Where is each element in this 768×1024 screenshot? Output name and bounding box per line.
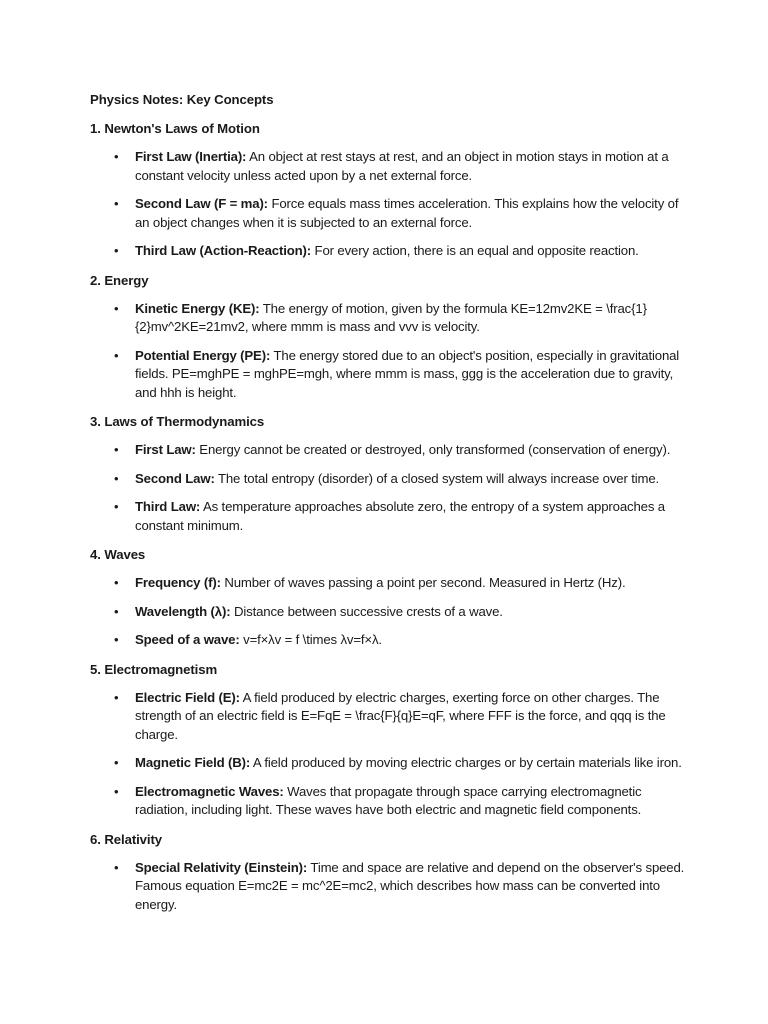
section-heading: 2. Energy [90,272,149,288]
bullet-icon: • [114,755,119,770]
item-term: Electric Field (E): [135,689,240,705]
document-page [90,90,690,924]
item-term: Frequency (f): [135,575,221,590]
document-sections [90,119,690,914]
item-description: As temperature approaches absolute zero, the entropy of a system approaches a constant minimum. [135,499,665,533]
item-description: The total entropy (disorder) of a closed system will always increase over time. [214,470,660,486]
bullet-icon: • [114,347,119,363]
item-description: Distance between successive crests of a wave. [230,603,503,619]
list-item [90,603,690,622]
section [90,660,690,820]
item-description: The energy of motion, given by the formula KE=12mv2KE = \frac{1}{2}mv^2KE=21mv2, where mmm is mass and vvv is velocity. [135,300,647,334]
bullet-list [90,300,690,403]
list-item [90,347,690,403]
bullet-list [90,148,690,261]
item-description: Energy cannot be created or destroyed, only transformed (conservation of energy). [195,442,671,457]
bullet-icon: • [114,689,119,705]
list-item [90,783,690,820]
item-term: Magnetic Field (B): [135,755,251,770]
bullet-icon: • [114,470,119,486]
list-item [90,242,690,261]
item-description: Waves that propagate through space carrying electromagnetic radiation, including light. These waves have both electric and magnetic field components. [135,783,642,817]
item-description: Time and space are relative and depend on the observer's speed. Famous equation E=mc2E = mc^2E=mc2, which describes how mass can be converted into energy. [135,859,685,912]
bullet-list [90,689,690,820]
bullet-icon: • [114,442,119,457]
item-term: First Law: [135,442,196,457]
list-item [90,148,690,185]
bullet-icon: • [114,243,119,258]
section-heading: 1. Newton's Laws of Motion [90,121,260,136]
section-heading: 5. Electromagnetism [90,661,218,677]
item-description: Number of waves passing a point per second. Measured in Hertz (Hz). [220,575,626,590]
section [90,545,690,650]
bullet-icon: • [114,632,119,647]
section-heading: 6. Relativity [90,831,162,847]
item-term: Electromagnetic Waves: [135,783,284,799]
list-item [90,574,690,593]
item-term: Second Law: [135,470,215,486]
item-description: A field produced by moving electric charges or by certain materials like iron. [250,755,682,770]
list-item [90,300,690,337]
section [90,271,690,403]
item-description: An object at rest stays at rest, and an object in motion stays in motion at a constant velocity unless acted upon by a net external force. [135,149,669,183]
item-term: Third Law (Action-Reaction): [135,243,312,258]
bullet-icon: • [114,603,119,619]
item-term: Second Law (F = ma): [135,196,268,211]
bullet-list [90,441,690,535]
item-term: Wavelength (λ): [135,603,231,619]
section [90,412,690,535]
item-description: The energy stored due to an object's position, especially in gravitational fields. PE=mghPE = mghPE=mgh, where mmm is mass, ggg is the acceleration due to gravity, and hhh is height. [135,347,680,400]
section [90,119,690,261]
section [90,830,690,915]
item-term: First Law (Inertia): [135,149,247,164]
item-term: Speed of a wave: [135,632,240,647]
bullet-icon: • [114,575,119,590]
bullet-icon: • [114,783,119,799]
item-description: Force equals mass times acceleration. This explains how the velocity of an object changes when it is subjected to an external force. [135,196,679,230]
item-term: Third Law: [135,499,201,514]
item-description: v=f×λv = f \times λv=f×λ. [239,632,382,647]
item-description: A field produced by electric charges, exerting force on other charges. The strength of an electric field is E=FqE = \frac{F}{q}E=qF, where FFF is the force, and qqq is the charge. [135,689,666,742]
item-term: Special Relativity (Einstein): [135,859,308,875]
list-item [90,754,690,773]
bullet-icon: • [114,300,119,316]
section-heading: 4. Waves [90,547,146,562]
list-item [90,498,690,535]
list-item [90,689,690,745]
bullet-icon: • [114,499,119,514]
bullet-icon: • [114,859,119,875]
item-term: Potential Energy (PE): [135,347,271,363]
list-item [90,859,690,915]
bullet-list [90,859,690,915]
section-heading: 3. Laws of Thermodynamics [90,414,265,429]
bullet-list [90,574,690,650]
item-description: For every action, there is an equal and opposite reaction. [311,243,639,258]
list-item [90,195,690,232]
list-item [90,470,690,489]
list-item [90,631,690,650]
bullet-icon: • [114,196,119,211]
list-item [90,441,690,460]
bullet-icon: • [114,149,119,164]
item-term: Kinetic Energy (KE): [135,300,260,316]
document-title: Physics Notes: Key Concepts [90,92,274,107]
